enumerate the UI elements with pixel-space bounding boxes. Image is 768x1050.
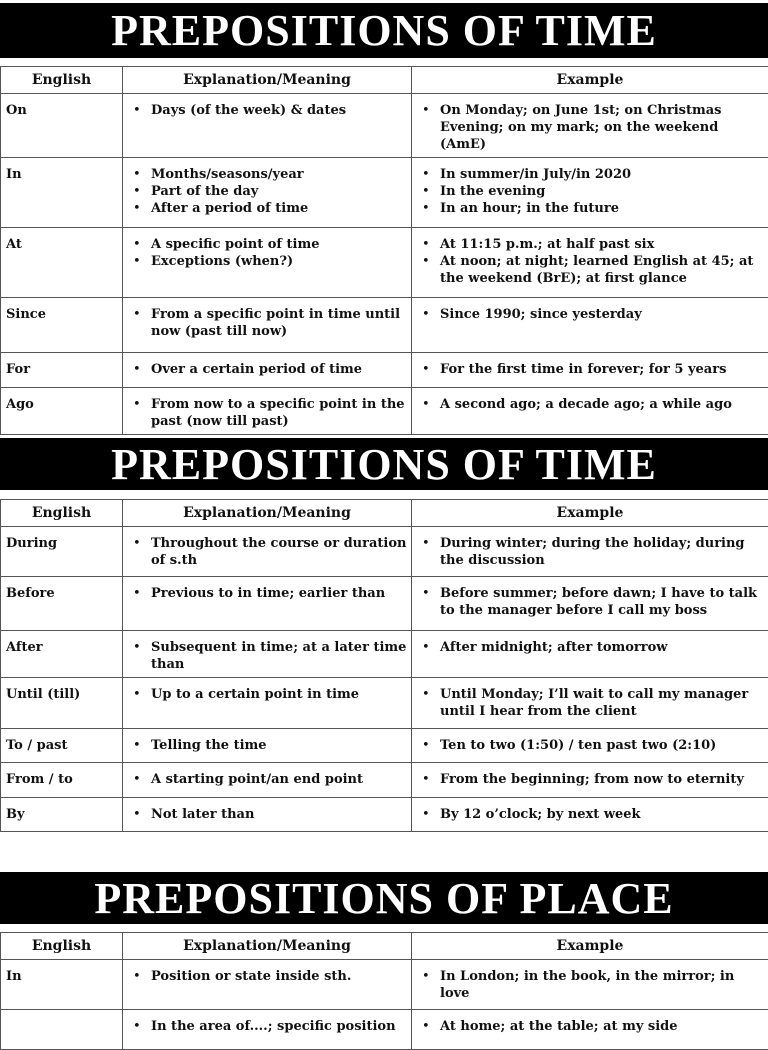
meaning-list bbox=[128, 306, 407, 340]
example-cell bbox=[412, 631, 768, 678]
preposition-word: Before bbox=[1, 577, 123, 631]
example-cell bbox=[412, 729, 768, 763]
header-explanation: Explanation/Meaning bbox=[123, 933, 412, 960]
example-list bbox=[417, 686, 764, 720]
example-list bbox=[417, 102, 764, 153]
example-item: • After midnight; after tomorrow bbox=[440, 639, 764, 656]
section-title: PREPOSITIONS OF TIME bbox=[0, 3, 768, 58]
header-english: English bbox=[1, 933, 123, 960]
meaning-list bbox=[128, 535, 407, 569]
meaning-list bbox=[128, 639, 407, 673]
meaning-item: • Throughout the course or duration of s.th bbox=[151, 535, 407, 569]
meaning-cell bbox=[123, 631, 412, 678]
table-row bbox=[1, 960, 768, 1010]
meaning-cell bbox=[123, 388, 412, 435]
example-item: • For the first time in forever; for 5 years bbox=[440, 361, 764, 378]
example-item: • A second ago; a decade ago; a while ago bbox=[440, 396, 764, 413]
preposition-word: In bbox=[1, 960, 123, 1010]
table-row bbox=[1, 729, 768, 763]
meaning-item: • From now to a specific point in the past (now till past) bbox=[151, 396, 407, 430]
example-cell bbox=[412, 763, 768, 798]
example-cell bbox=[412, 1010, 768, 1050]
example-item: • Ten to two (1:50) / ten past two (2:10) bbox=[440, 737, 764, 754]
table-row bbox=[1, 353, 768, 388]
meaning-list bbox=[128, 396, 407, 430]
preposition-word bbox=[1, 1010, 123, 1050]
example-cell bbox=[412, 353, 768, 388]
meaning-list bbox=[128, 102, 407, 119]
meaning-cell bbox=[123, 94, 412, 158]
table-header-row bbox=[1, 500, 768, 527]
meaning-item: • Not later than bbox=[151, 806, 407, 823]
example-cell bbox=[412, 798, 768, 832]
example-list bbox=[417, 585, 764, 619]
example-item: • By 12 o’clock; by next week bbox=[440, 806, 764, 823]
example-item: • From the beginning; from now to eternity bbox=[440, 771, 764, 788]
table-row bbox=[1, 388, 768, 435]
table-row bbox=[1, 577, 768, 631]
meaning-cell bbox=[123, 527, 412, 577]
meaning-item: • Subsequent in time; at a later time than bbox=[151, 639, 407, 673]
header-explanation: Explanation/Meaning bbox=[123, 500, 412, 527]
header-example: Example bbox=[412, 67, 768, 94]
meaning-cell bbox=[123, 678, 412, 729]
header-example: Example bbox=[412, 933, 768, 960]
table-row bbox=[1, 1010, 768, 1050]
example-item: • On Monday; on June 1st; on Christmas Evening; on my mark; on the weekend (AmE) bbox=[440, 102, 764, 153]
meaning-list bbox=[128, 585, 407, 602]
example-list bbox=[417, 361, 764, 378]
meaning-list bbox=[128, 806, 407, 823]
table-header-row bbox=[1, 933, 768, 960]
meaning-list bbox=[128, 686, 407, 703]
meaning-list bbox=[128, 361, 407, 378]
example-cell bbox=[412, 577, 768, 631]
preposition-word: Ago bbox=[1, 388, 123, 435]
example-cell bbox=[412, 94, 768, 158]
example-list bbox=[417, 968, 764, 1002]
example-item: • During winter; during the holiday; during the discussion bbox=[440, 535, 764, 569]
preposition-word: On bbox=[1, 94, 123, 158]
example-item: • At noon; at night; learned English at 45; at the weekend (BrE); at first glance bbox=[440, 253, 764, 287]
example-item: • In the evening bbox=[440, 183, 764, 200]
preposition-word: Since bbox=[1, 298, 123, 353]
example-list bbox=[417, 1018, 764, 1035]
example-list bbox=[417, 396, 764, 413]
prepositions-table bbox=[0, 499, 768, 832]
example-item: • At 11:15 p.m.; at half past six bbox=[440, 236, 764, 253]
example-cell bbox=[412, 388, 768, 435]
table-row bbox=[1, 94, 768, 158]
meaning-list bbox=[128, 236, 407, 270]
example-list bbox=[417, 166, 764, 217]
meaning-item: • After a period of time bbox=[151, 200, 407, 217]
example-list bbox=[417, 771, 764, 788]
example-item: • In an hour; in the future bbox=[440, 200, 764, 217]
meaning-item: • Position or state inside sth. bbox=[151, 968, 407, 985]
example-list bbox=[417, 236, 764, 287]
meaning-cell bbox=[123, 228, 412, 298]
meaning-list bbox=[128, 968, 407, 985]
preposition-word: During bbox=[1, 527, 123, 577]
header-english: English bbox=[1, 67, 123, 94]
prepositions-table bbox=[0, 66, 768, 435]
example-item: • Since 1990; since yesterday bbox=[440, 306, 764, 323]
meaning-cell bbox=[123, 729, 412, 763]
preposition-word: For bbox=[1, 353, 123, 388]
example-cell bbox=[412, 960, 768, 1010]
table-header-row bbox=[1, 67, 768, 94]
meaning-list bbox=[128, 1018, 407, 1035]
meaning-item: • Months/seasons/year bbox=[151, 166, 407, 183]
preposition-word: From / to bbox=[1, 763, 123, 798]
meaning-cell bbox=[123, 577, 412, 631]
meaning-item: • From a specific point in time until now (past till now) bbox=[151, 306, 407, 340]
meaning-item: • Up to a certain point in time bbox=[151, 686, 407, 703]
preposition-word: To / past bbox=[1, 729, 123, 763]
meaning-item: • Days (of the week) & dates bbox=[151, 102, 407, 119]
preposition-word: In bbox=[1, 158, 123, 228]
meaning-cell bbox=[123, 158, 412, 228]
meaning-cell bbox=[123, 763, 412, 798]
meaning-list bbox=[128, 771, 407, 788]
meaning-item: • Part of the day bbox=[151, 183, 407, 200]
meaning-item: • Exceptions (when?) bbox=[151, 253, 407, 270]
example-item: • In summer/in July/in 2020 bbox=[440, 166, 764, 183]
meaning-item: • A specific point of time bbox=[151, 236, 407, 253]
prepositions-table bbox=[0, 932, 768, 1050]
header-example: Example bbox=[412, 500, 768, 527]
meaning-item: • A starting point/an end point bbox=[151, 771, 407, 788]
table-row bbox=[1, 298, 768, 353]
example-item: • At home; at the table; at my side bbox=[440, 1018, 764, 1035]
preposition-word: At bbox=[1, 228, 123, 298]
example-list bbox=[417, 639, 764, 656]
preposition-word: By bbox=[1, 798, 123, 832]
meaning-item: • Over a certain period of time bbox=[151, 361, 407, 378]
meaning-list bbox=[128, 166, 407, 217]
example-list bbox=[417, 737, 764, 754]
meaning-cell bbox=[123, 298, 412, 353]
meaning-item: • Previous to in time; earlier than bbox=[151, 585, 407, 602]
preposition-word: Until (till) bbox=[1, 678, 123, 729]
meaning-cell bbox=[123, 798, 412, 832]
table-row bbox=[1, 158, 768, 228]
example-item: • In London; in the book, in the mirror; in love bbox=[440, 968, 764, 1002]
example-cell bbox=[412, 228, 768, 298]
table-row bbox=[1, 631, 768, 678]
example-item: • Until Monday; I’ll wait to call my manager until I hear from the client bbox=[440, 686, 764, 720]
example-cell bbox=[412, 298, 768, 353]
table-row bbox=[1, 798, 768, 832]
meaning-cell bbox=[123, 1010, 412, 1050]
section-title: PREPOSITIONS OF TIME bbox=[0, 438, 768, 490]
section-title: PREPOSITIONS OF PLACE bbox=[0, 872, 768, 924]
meaning-cell bbox=[123, 960, 412, 1010]
table-row bbox=[1, 228, 768, 298]
example-list bbox=[417, 535, 764, 569]
meaning-cell bbox=[123, 353, 412, 388]
meaning-item: • Telling the time bbox=[151, 737, 407, 754]
table-row bbox=[1, 527, 768, 577]
example-item: • Before summer; before dawn; I have to talk to the manager before I call my boss bbox=[440, 585, 764, 619]
meaning-list bbox=[128, 737, 407, 754]
header-english: English bbox=[1, 500, 123, 527]
example-cell bbox=[412, 678, 768, 729]
meaning-item: • In the area of....; specific position bbox=[151, 1018, 407, 1035]
table-row bbox=[1, 678, 768, 729]
example-cell bbox=[412, 527, 768, 577]
example-cell bbox=[412, 158, 768, 228]
example-list bbox=[417, 306, 764, 323]
table-row bbox=[1, 763, 768, 798]
preposition-word: After bbox=[1, 631, 123, 678]
example-list bbox=[417, 806, 764, 823]
header-explanation: Explanation/Meaning bbox=[123, 67, 412, 94]
